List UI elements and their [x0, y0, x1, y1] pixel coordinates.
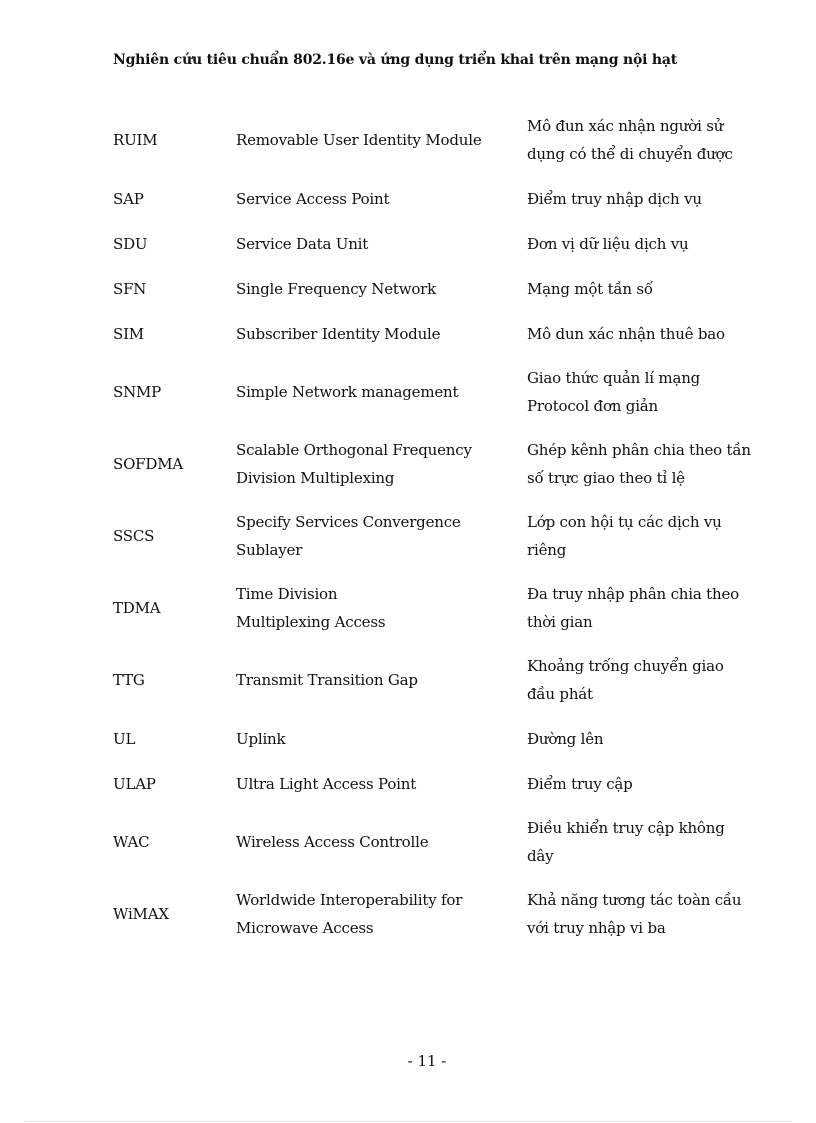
- meaning-line: thời gian: [527, 613, 593, 631]
- full-term-line: Time Division: [236, 585, 338, 603]
- vietnamese-meaning: [527, 652, 753, 708]
- full-term-line: Service Data Unit: [236, 234, 369, 253]
- full-term-line: Single Frequency Network: [236, 279, 437, 298]
- vietnamese-meaning: [527, 725, 753, 753]
- abbreviation: SSCS: [113, 527, 155, 545]
- full-term: [236, 230, 527, 258]
- full-term: [236, 378, 527, 406]
- meaning-line: dây: [527, 847, 554, 865]
- vietnamese-meaning: [527, 185, 753, 213]
- full-term: [236, 770, 527, 798]
- meaning-line: đầu phát: [527, 685, 593, 703]
- full-term: [236, 580, 527, 636]
- full-term: [236, 320, 527, 348]
- glossary-row: [113, 266, 753, 311]
- abbreviation: ULAP: [113, 774, 156, 793]
- abbreviation: SAP: [113, 189, 144, 208]
- abbreviation: WAC: [113, 833, 150, 851]
- full-term-line: Transmit Transition Gap: [236, 671, 418, 689]
- glossary-row: [113, 176, 753, 221]
- vietnamese-meaning: [527, 580, 753, 636]
- meaning-line: Protocol đơn giản: [527, 397, 659, 415]
- vietnamese-meaning: [527, 508, 753, 564]
- meaning-line: Lớp con hội tụ các dịch vụ: [527, 513, 722, 531]
- full-term-line: Wireless Access Controlle: [236, 833, 429, 851]
- abbreviation: SOFDMA: [113, 455, 183, 473]
- full-term-line: Subscriber Identity Module: [236, 324, 441, 343]
- abbreviation: SNMP: [113, 383, 162, 401]
- full-term-line: Sublayer: [236, 541, 303, 559]
- glossary-row: [113, 878, 753, 950]
- full-term-line: Specify Services Convergence: [236, 513, 461, 531]
- vietnamese-meaning: [527, 230, 753, 258]
- full-term-line: Uplink: [236, 729, 286, 748]
- meaning-line: Đa truy nhập phân chia theo: [527, 585, 739, 603]
- vietnamese-meaning: [527, 436, 753, 492]
- full-term-line: Multiplexing Access: [236, 613, 386, 631]
- meaning-line: dụng có thể di chuyển được: [527, 145, 733, 163]
- full-term-line: Worldwide Interoperability for: [236, 891, 463, 909]
- full-term-line: Scalable Orthogonal Frequency: [236, 441, 472, 459]
- meaning-line: Mô dun xác nhận thuê bao: [527, 324, 725, 343]
- full-term-line: Removable User Identity Module: [236, 131, 482, 149]
- abbreviation: WiMAX: [113, 905, 169, 923]
- glossary-row: [113, 644, 753, 716]
- glossary-row: [113, 221, 753, 266]
- glossary-row: [113, 716, 753, 761]
- full-term: [236, 666, 527, 694]
- full-term-line: Ultra Light Access Point: [236, 774, 417, 793]
- full-term: [236, 185, 527, 213]
- full-term-line: Service Access Point: [236, 189, 390, 208]
- vietnamese-meaning: [527, 814, 753, 870]
- meaning-line: Điểm truy nhập dịch vụ: [527, 189, 702, 208]
- abbreviation: TDMA: [113, 599, 161, 617]
- abbreviation: TTG: [113, 671, 145, 689]
- full-term: [236, 725, 527, 753]
- meaning-line: số trực giao theo tỉ lệ: [527, 469, 685, 487]
- glossary-row: [113, 311, 753, 356]
- vietnamese-meaning: [527, 364, 753, 420]
- glossary-row: [113, 500, 753, 572]
- abbreviation: SFN: [113, 279, 147, 298]
- full-term: [236, 436, 527, 492]
- page-edge-divider: [24, 1121, 792, 1122]
- full-term: [236, 126, 527, 154]
- meaning-line: Điều khiển truy cập không: [527, 819, 725, 837]
- abbreviation: UL: [113, 729, 136, 748]
- page-header: Nghiên cứu tiêu chuẩn 802.16e và ứng dụng triển khai trên mạng nội hạt: [113, 52, 678, 68]
- glossary-row: [113, 572, 753, 644]
- full-term: [236, 508, 527, 564]
- meaning-line: với truy nhập vi ba: [527, 919, 666, 937]
- meaning-line: riêng: [527, 541, 567, 559]
- meaning-line: Mạng một tần số: [527, 279, 653, 298]
- meaning-line: Đường lên: [527, 729, 604, 748]
- vietnamese-meaning: [527, 275, 753, 303]
- full-term: [236, 275, 527, 303]
- glossary-row: [113, 104, 753, 176]
- glossary-row: [113, 428, 753, 500]
- abbreviation: SIM: [113, 324, 144, 343]
- abbreviation: RUIM: [113, 131, 158, 149]
- vietnamese-meaning: [527, 770, 753, 798]
- full-term-line: Division Multiplexing: [236, 469, 395, 487]
- vietnamese-meaning: [527, 112, 753, 168]
- full-term: [236, 886, 527, 942]
- full-term: [236, 828, 527, 856]
- meaning-line: Ghép kênh phân chia theo tần: [527, 441, 751, 459]
- glossary-row: [113, 356, 753, 428]
- meaning-line: Điểm truy cập: [527, 774, 633, 793]
- glossary-row: [113, 761, 753, 806]
- meaning-line: Đơn vị dữ liệu dịch vụ: [527, 234, 689, 253]
- glossary-table: [113, 104, 753, 950]
- abbreviation: SDU: [113, 234, 148, 253]
- page-number: - 11 -: [407, 1052, 447, 1070]
- glossary-row: [113, 806, 753, 878]
- full-term-line: Simple Network management: [236, 383, 459, 401]
- vietnamese-meaning: [527, 320, 753, 348]
- meaning-line: Khoảng trống chuyển giao: [527, 657, 724, 675]
- meaning-line: Mô đun xác nhận người sử: [527, 117, 724, 135]
- meaning-line: Giao thức quản lí mạng: [527, 369, 701, 387]
- meaning-line: Khả năng tương tác toàn cầu: [527, 891, 742, 909]
- vietnamese-meaning: [527, 886, 753, 942]
- full-term-line: Microwave Access: [236, 919, 374, 937]
